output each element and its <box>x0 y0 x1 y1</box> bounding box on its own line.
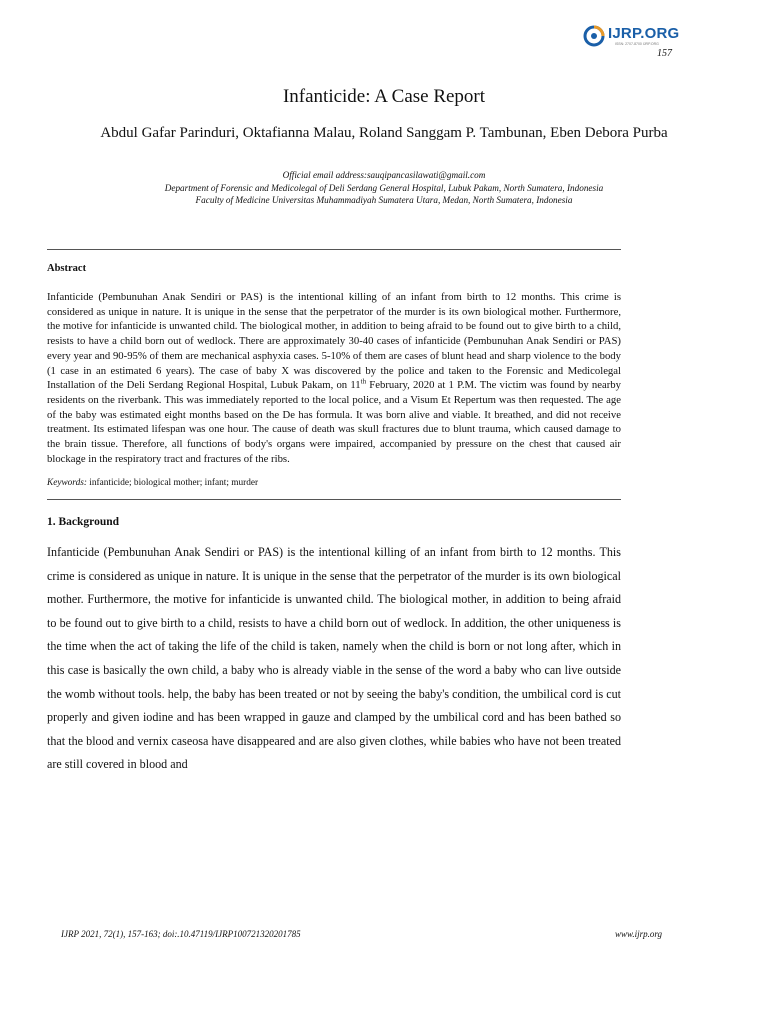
abstract-heading: Abstract <box>47 263 87 274</box>
abstract-text <box>47 290 621 466</box>
footer-website-link[interactable]: www.ijrp.org <box>614 929 662 939</box>
logo-text: IJRP.ORG <box>608 25 680 42</box>
logo-tagline: ISSN: 2707-8700 IJRP.ORG <box>615 42 659 46</box>
keywords <box>47 478 258 488</box>
journal-logo[interactable] <box>583 24 695 48</box>
section-body-text: Infanticide (Pembunuhan Anak Sendiri or PAS) is the intentional killing of an infant from birth to 12 months. This crime is considered as unique in nature. It is unique in the sense that the perpetrator of the murder is its own biological mother. Furthermore, the motive for infanticide is unwanted child. The biological mother, in addition to being afraid to be found out to give birth to a child, resists to have a child born out of wedlock. In addition, the other uniqueness is the time when the act of taking the life of the child is taken, namely when the child is born or not long after, which in this case is basically the own child, a baby who is already viable in the sense of the word a baby who can live outside the womb without tools. help, the baby has been treated or not by seeing the baby's condition, the umbilical cord is cut properly and given iodine and has been wrapped in gauze and clamped by the umbilical cord and has been bathed so that the blood and vernix caseosa have disappeared and are also given clothes, while babies who have not been treated are still covered in blood and <box>47 545 621 772</box>
divider-top <box>47 249 621 250</box>
affiliation-line: Faculty of Medicine Universitas Muhammadiyah Sumatera Utara, Medan, North Sumatera, Indonesia <box>195 195 573 205</box>
divider-bottom <box>47 499 621 500</box>
email-line: Official email address:sauqipancasilawati@gmail.com <box>282 170 486 180</box>
footer-citation: IJRP 2021, 72(1), 157-163; doi:.10.47119/IJRP100721320201785 <box>61 929 301 939</box>
globe-logo-icon <box>583 25 605 47</box>
abstract-text-part: Infanticide (Pembunuhan Anak Sendiri or PAS) is the intentional killing of an infant from birth to 12 months. This crime is considered as unique in nature. It is unique in the sense that the perpetrator of the murder is its own biological mother. Furthermore, the motive for infanticide is unwanted child. The biological mother, in addition to being afraid to be found out to give birth to a child, resists to have a child born out of wedlock. There are approximately 30-40 cases of infanticide (Pembunuhan Anak Sendiri or PAS) every year and 90-95% of them are mechanical asphyxia cases. 5-10% of them are cases of blunt head and sharp violence to the body (1 case in an estimated 6 years). The case of baby X was discovered by the police and taken to the Forensic and Medicolegal Installation of the Deli Serdang Regional Hospital, Lubuk Pakam, on 11 <box>47 291 621 392</box>
keywords-label: Keywords: <box>47 478 87 488</box>
keywords-list: infanticide; biological mother; infant; murder <box>86 478 259 488</box>
paper-title: Infanticide: A Case Report <box>282 86 486 107</box>
page-number: 157 <box>657 48 672 59</box>
abstract-text-part: February, 2020 at 1 P.M. The victim was found by nearby residents on the riverbank. This was immediately reported to the local police, and a Visum Et Repertum was then requested. The age of the baby was estimated eight months based on the De has formula. It was born alive and viable. It breathed, and did not receive treatment. Its estimated lifespan was one hour. The cause of death was skull fractures due to blunt trauma, which caused damage to the brain tissue. Therefore, all functions of body's organs were impaired, accompanied by pressure on the chest that caused air blockage in the respiratory tract and fractures of the ribs. <box>47 379 621 465</box>
section-heading: 1. Background <box>47 516 120 528</box>
affiliations <box>40 169 728 207</box>
ordinal-superscript: th <box>360 377 367 386</box>
affiliation-line: Department of Forensic and Medicolegal of Deli Serdang General Hospital, Lubuk Pakam, North Sumatera, Indonesia <box>164 182 604 193</box>
author-list: Abdul Gafar Parinduri, Oktafianna Malau, Roland Sanggam P. Tambunan, Eben Debora Purba <box>100 125 668 141</box>
